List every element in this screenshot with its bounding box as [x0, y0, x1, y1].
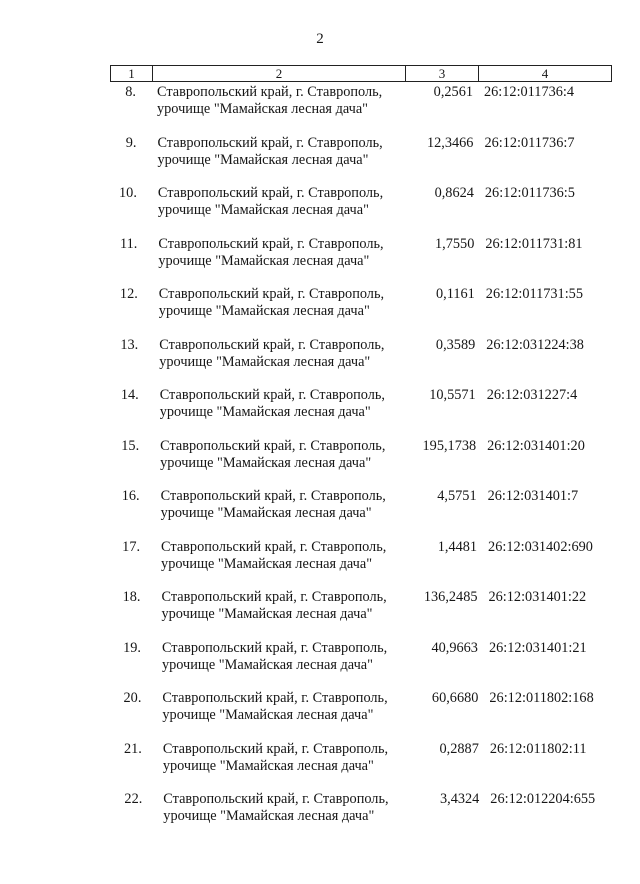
address-cell	[157, 135, 407, 169]
header-col-1: 1	[111, 66, 153, 81]
address-line-1: Ставропольский край, г. Ставрополь,	[158, 235, 384, 252]
table-row	[6, 741, 640, 781]
address-cell	[158, 185, 408, 219]
page-number: 2	[316, 31, 324, 47]
area-value: 136,2485	[423, 589, 478, 605]
address-line-2: урочище "Мамайская лесная дача"	[160, 505, 372, 521]
table-row	[6, 791, 640, 831]
header-col-4: 4	[541, 66, 549, 81]
area-value: 195,1738	[422, 437, 477, 454]
table-row	[0, 135, 640, 175]
address-cell	[160, 387, 410, 421]
address-line-2: урочище "Мамайская лесная дача"	[162, 757, 374, 774]
address-line-2: урочище "Мамайская лесная дача"	[157, 202, 369, 218]
address-line-2: урочище "Мамайская лесная дача"	[161, 656, 373, 673]
address-line-1: Ставропольский край, г. Ставрополь,	[159, 336, 385, 353]
table-row	[4, 488, 640, 528]
row-number: 18.	[122, 589, 141, 605]
area-value: 1,4481	[437, 538, 478, 555]
row-number: 12.	[119, 286, 138, 302]
area-value: 60,6680	[431, 690, 479, 706]
cadastral-number: 26:12:031401:22	[488, 589, 587, 605]
cadastral-number: 26:12:011736:4	[484, 84, 575, 100]
address-line-1: Ставропольский край, г. Ставрополь,	[161, 639, 388, 656]
row-number: 8.	[125, 84, 136, 100]
table-row	[0, 84, 640, 124]
area-value: 0,2887	[439, 740, 479, 757]
address-line-1: Ставропольский край, г. Ставрополь,	[163, 791, 389, 807]
cadastral-number: 26:12:012204:655	[490, 791, 596, 807]
row-number: 20.	[123, 690, 142, 706]
table-row	[5, 589, 640, 629]
area-value: 40,9663	[431, 639, 478, 656]
address-line-1: Ставропольский край, г. Ставрополь,	[158, 286, 385, 302]
address-cell	[163, 741, 413, 775]
area-value: 10,5571	[429, 387, 476, 403]
address-line-1: Ставропольский край, г. Ставрополь,	[157, 185, 384, 201]
cadastral-number: 26:12:011802:168	[489, 690, 594, 706]
row-number: 14.	[120, 387, 139, 403]
header-col-2: 2	[153, 66, 406, 81]
table-row	[4, 539, 640, 579]
row-number: 17.	[122, 538, 141, 555]
row-number: 19.	[123, 639, 141, 656]
cadastral-number: 26:12:031401:20	[487, 437, 585, 454]
row-number: 9.	[125, 134, 137, 151]
cadastral-number: 26:12:011731:81	[485, 235, 583, 252]
address-line-2: урочище "Мамайская лесная дача"	[161, 606, 373, 622]
address-line-2: урочище "Мамайская лесная дача"	[157, 151, 369, 168]
area-value: 12,3466	[426, 134, 474, 151]
address-cell	[159, 286, 409, 320]
address-line-1: Ставропольский край, г. Ставрополь,	[161, 589, 387, 605]
area-value: 4,5751	[437, 488, 477, 504]
area-value: 1,7550	[435, 235, 475, 252]
cadastral-number: 26:12:011736:5	[484, 185, 575, 201]
area-value: 0,3589	[435, 336, 476, 353]
table-row	[3, 438, 640, 478]
table-row	[5, 640, 640, 680]
table-row	[3, 387, 640, 427]
cadastral-number: 26:12:011731:55	[485, 286, 583, 302]
address-line-2: урочище "Мамайская лесная дача"	[162, 707, 374, 723]
address-cell	[162, 690, 412, 724]
address-line-1: Ставропольский край, г. Ставрополь,	[159, 387, 385, 403]
area-value: 0,1161	[436, 286, 475, 302]
cadastral-number: 26:12:031227:4	[486, 387, 578, 403]
address-cell	[157, 84, 407, 118]
address-line-1: Ставропольский край, г. Ставрополь,	[157, 84, 383, 100]
address-cell	[161, 539, 411, 573]
address-line-2: урочище "Мамайская лесная дача"	[157, 101, 369, 117]
address-line-1: Ставропольский край, г. Ставрополь,	[160, 437, 386, 454]
address-line-1: Ставропольский край, г. Ставрополь,	[161, 538, 387, 555]
area-value: 0,8624	[434, 185, 474, 201]
address-cell	[161, 488, 411, 522]
row-number: 16.	[121, 488, 140, 504]
address-line-1: Ставропольский край, г. Ставрополь,	[157, 134, 383, 151]
address-cell	[162, 589, 412, 623]
table-row	[2, 286, 640, 326]
address-cell	[160, 438, 410, 472]
address-line-2: урочище "Мамайская лесная дача"	[159, 353, 371, 370]
address-line-1: Ставропольский край, г. Ставрополь,	[162, 740, 389, 757]
row-number: 21.	[123, 740, 142, 757]
address-cell	[162, 640, 412, 674]
address-line-1: Ставропольский край, г. Ставрополь,	[162, 690, 388, 706]
cadastral-number: 26:12:031224:38	[486, 336, 584, 353]
address-line-1: Ставропольский край, г. Ставрополь,	[160, 488, 386, 504]
address-cell	[159, 337, 409, 371]
cadastral-number: 26:12:031401:21	[488, 639, 587, 656]
address-line-2: урочище "Мамайская лесная дача"	[160, 454, 372, 471]
cadastral-number: 26:12:031402:690	[488, 538, 593, 555]
row-number: 22.	[124, 791, 143, 807]
address-line-2: урочище "Мамайская лесная дача"	[158, 252, 370, 269]
row-number: 13.	[120, 336, 139, 353]
row-number: 10.	[119, 185, 137, 201]
address-line-2: урочище "Мамайская лесная дача"	[158, 303, 370, 319]
cadastral-number: 26:12:031401:7	[487, 488, 579, 504]
row-number: 15.	[121, 437, 140, 454]
table-row	[2, 337, 640, 377]
address-cell	[158, 236, 408, 270]
area-value: 3,4324	[439, 791, 480, 807]
cadastral-number: 26:12:011736:7	[484, 134, 575, 151]
area-value: 0,2561	[433, 84, 473, 100]
address-line-2: урочище "Мамайская лесная дача"	[163, 808, 375, 824]
header-col-3: 3	[406, 66, 479, 81]
row-number: 11.	[120, 235, 138, 252]
table-row	[5, 690, 640, 730]
table-row	[1, 185, 640, 225]
table-row	[1, 236, 640, 276]
address-line-2: урочище "Мамайская лесная дача"	[161, 555, 373, 572]
address-line-2: урочище "Мамайская лесная дача"	[159, 404, 371, 420]
cadastral-number: 26:12:011802:11	[489, 740, 587, 757]
address-cell	[163, 791, 413, 825]
